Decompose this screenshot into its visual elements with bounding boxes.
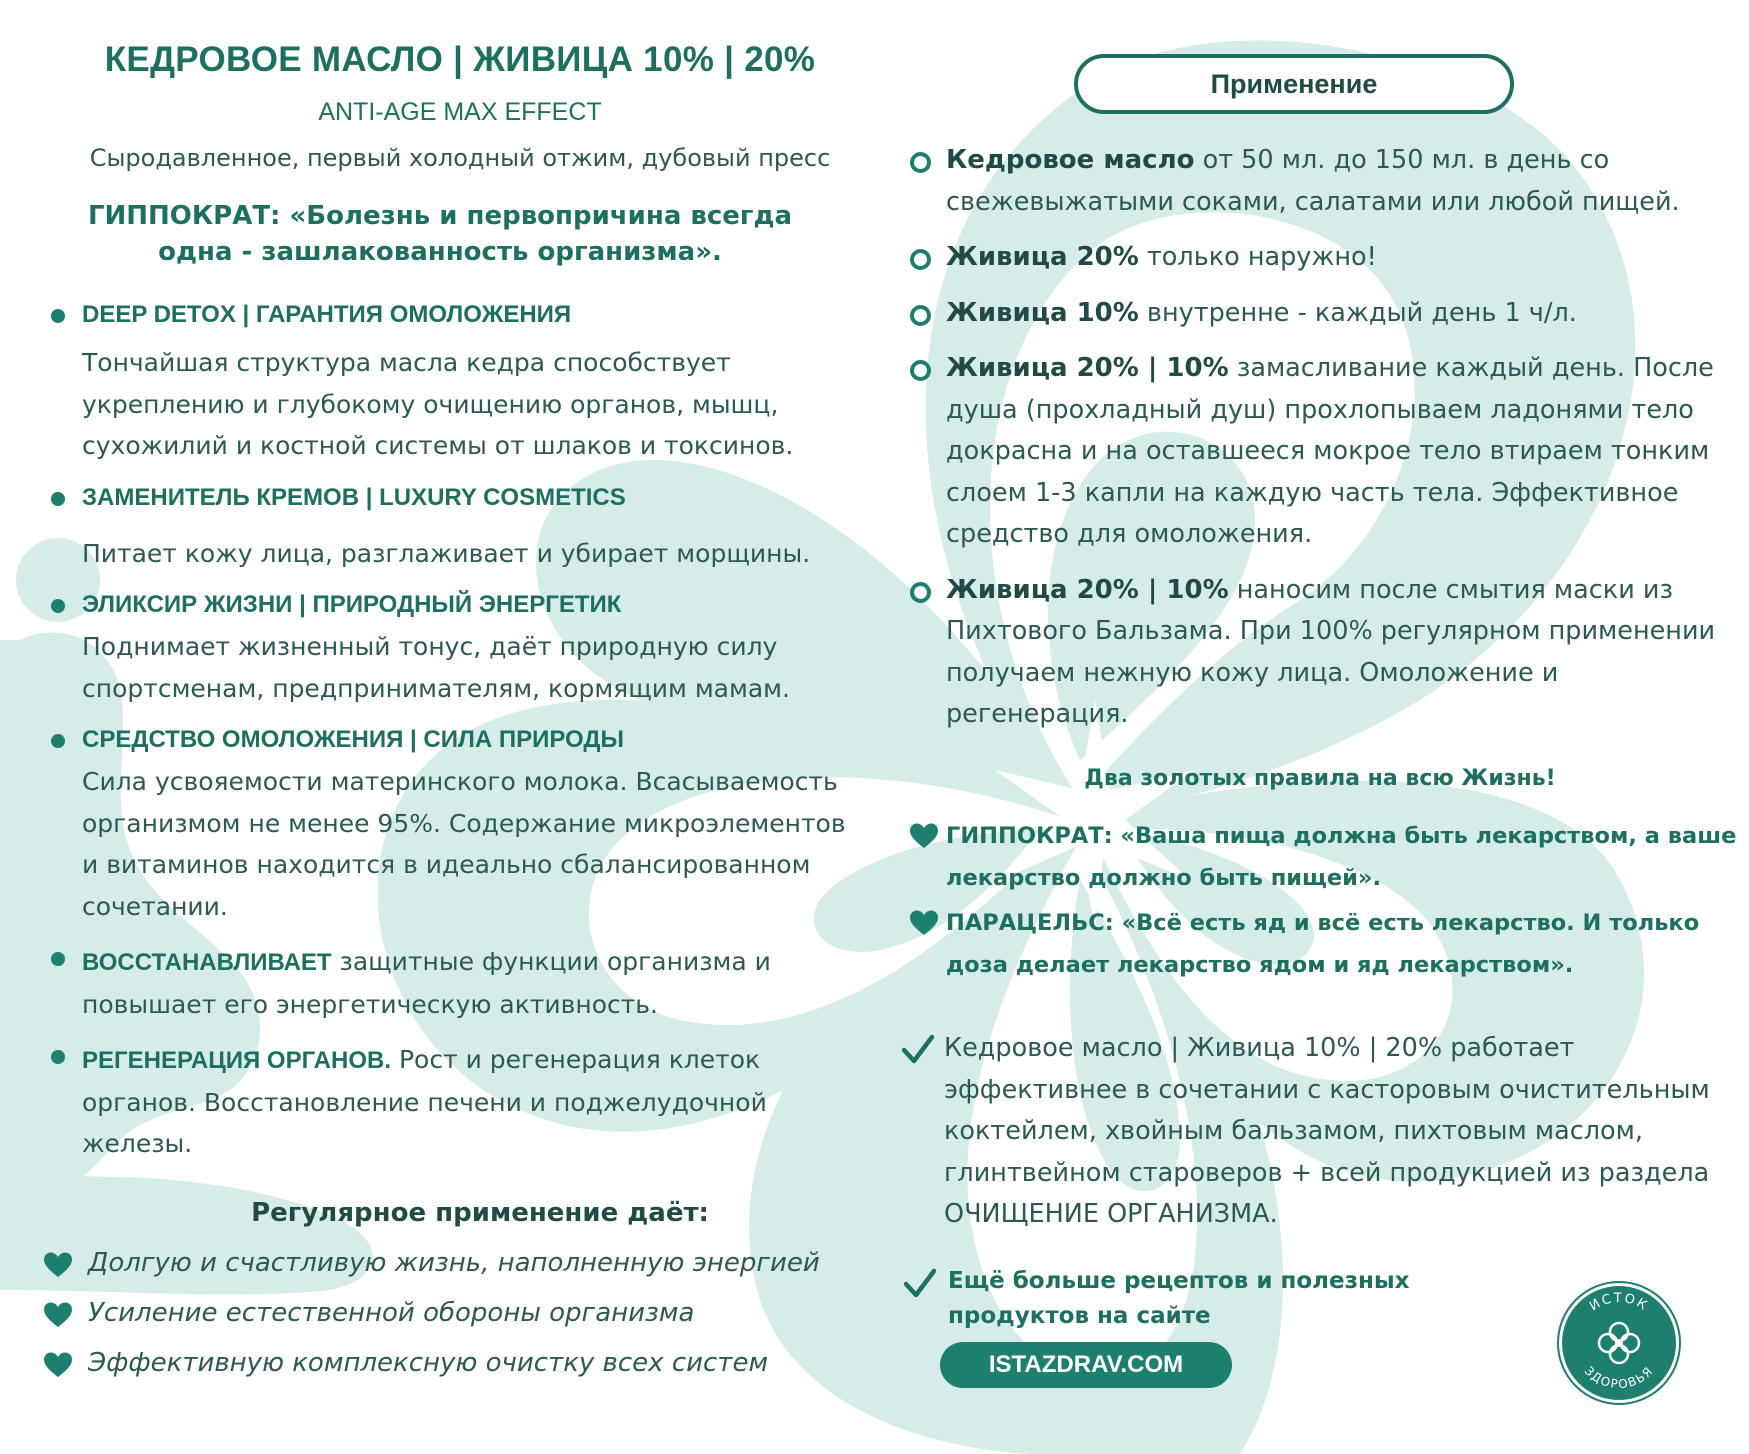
hippocrates-quote xyxy=(60,198,820,270)
application-item-text: только наружно! xyxy=(1138,242,1377,272)
ring-icon xyxy=(910,152,931,173)
benefit-item xyxy=(44,1348,948,1378)
feature-item xyxy=(46,723,846,927)
application-item xyxy=(910,140,1730,223)
ring-icon xyxy=(910,305,931,326)
application-list xyxy=(910,140,1730,750)
application-item-text: от 50 мл. до 150 мл. в день со свежевыжатыми соками, салатами или любой пищей. xyxy=(946,145,1680,217)
feature-text: Рост и регенерация клеток органов. Восстановление печени и поджелудочной железы. xyxy=(82,1045,767,1158)
application-item xyxy=(910,348,1730,556)
benefit-text: Усиление естественной обороны организма xyxy=(88,1298,695,1328)
feature-item xyxy=(46,298,846,467)
dot-icon xyxy=(51,309,65,323)
checkmark-icon xyxy=(904,1268,936,1298)
feature-title: ЗАМЕНИТЕЛЬ КРЕМОВ | LUXURY COSMETICS xyxy=(82,483,626,511)
feature-item xyxy=(46,481,846,575)
benefits-title: Регулярное применение даёт: xyxy=(251,1198,709,1228)
product-subtitle: ANTI-AGE MAX EFFECT xyxy=(318,98,602,126)
golden-rule-item xyxy=(910,815,1749,899)
dot-icon xyxy=(51,492,65,506)
application-item xyxy=(910,237,1730,279)
dot-icon xyxy=(51,599,65,613)
combination-note-text: Кедровое масло | Живица 10% | 20% работает эффективнее в сочетании с касторовым очистительным коктейлем, хвойным бальзамом, пихтовым маслом, глинтвейном староверов + всей продукцией из раздела ОЧИЩЕНИЕ ОРГАНИЗМА. xyxy=(944,1033,1710,1229)
logo-text-bottom: ЗДОРОВЬЯ xyxy=(1581,1363,1657,1392)
website-link-button[interactable]: ISTAZDRAV.COM xyxy=(940,1342,1232,1388)
product-title: КЕДРОВОЕ МАСЛО | ЖИВИЦА 10% | 20% xyxy=(104,40,816,79)
logo-text-top: ИСТОК xyxy=(1587,1290,1651,1315)
benefit-text: Долгую и счастливую жизнь, наполненную энергией xyxy=(88,1248,820,1278)
heart-icon xyxy=(910,910,938,936)
application-item-text: наносим после смытия маски из Пихтового Бальзама. При 100% регулярном применении получаем нежную кожу лица. Омоложение и регенерация. xyxy=(946,574,1716,729)
combination-note xyxy=(902,1028,1749,1236)
promo-text: Ещё больше рецептов и полезных продуктов на сайте xyxy=(948,1268,1410,1329)
golden-rule-item xyxy=(910,902,1749,986)
feature-text: Питает кожу лица, разглаживает и убирает морщины. xyxy=(82,538,811,568)
product-tagline: Сыродавленное, первый холодный отжим, дубовый пресс xyxy=(89,144,831,172)
feature-text: Поднимает жизненный тонус, даёт природную силу спортсменам, предпринимателям, кормящим мамам. xyxy=(82,632,790,703)
dot-icon xyxy=(51,952,65,966)
golden-rules-title: Два золотых правила на всю Жизнь! xyxy=(1084,766,1556,791)
features-list xyxy=(46,298,846,1179)
application-item-bold: Живица 20% | 10% xyxy=(946,353,1229,383)
heart-icon xyxy=(44,1302,72,1328)
feature-title: ВОССТАНАВЛИВАЕТ xyxy=(82,949,332,976)
application-title-pill: Применение xyxy=(1074,54,1514,114)
feature-text: Сила усвояемости материнского молока. Всасываемость организмом не менее 95%. Содержание микроэлементов и витаминов находится в идеально сбалансированном сочетании. xyxy=(82,767,846,921)
benefit-text: Эффективную комплексную очистку всех систем xyxy=(88,1348,769,1378)
heart-icon xyxy=(44,1352,72,1378)
feature-item xyxy=(46,1039,846,1165)
golden-rule-text: ПАРАЦЕЛЬС: «Всё есть яд и всё есть лекарство. И только доза делает лекарство ядом и яд лекарством». xyxy=(946,910,1700,978)
application-item-bold: Живица 20% | 10% xyxy=(946,574,1229,605)
dot-icon xyxy=(51,1050,65,1064)
benefit-item xyxy=(44,1248,948,1278)
dot-icon xyxy=(51,734,65,748)
quote-line-2: одна - зашлакованность организма». xyxy=(158,237,722,267)
application-item-bold: Живица 20% xyxy=(946,242,1139,272)
benefit-item xyxy=(44,1298,948,1328)
golden-rule-text: ГИППОКРАТ: «Ваша пища должна быть лекарством, а ваше лекарство должно быть пищей». xyxy=(946,823,1737,891)
application-item xyxy=(910,570,1730,736)
application-item-bold: Кедровое масло xyxy=(946,145,1195,175)
ring-icon xyxy=(910,249,931,270)
checkmark-icon xyxy=(902,1034,934,1064)
promo-block xyxy=(902,1264,1468,1334)
feature-title: СРЕДСТВО ОМОЛОЖЕНИЯ | СИЛА ПРИРОДЫ xyxy=(82,726,624,753)
application-item-text: внутренне - каждый день 1 ч/л. xyxy=(1138,297,1577,328)
heart-icon xyxy=(910,823,938,849)
heart-icon xyxy=(44,1252,72,1278)
feature-title: DEEP DETOX | ГАРАНТИЯ ОМОЛОЖЕНИЯ xyxy=(82,301,572,328)
feature-text: Тончайшая структура масла кедра способствует укреплению и глубокому очищению органов, мышц, сухожилий и костной системы от шлаков и токсинов. xyxy=(82,348,794,460)
feature-text: защитные функции организма и повышает его энергетическую активность. xyxy=(82,947,771,1019)
feature-item xyxy=(46,941,846,1025)
application-item xyxy=(910,293,1730,335)
ring-icon xyxy=(910,582,931,603)
application-item-text: замасливание каждый день. После душа (прохладный душ) прохлопываем ладонями тело докрасна и на оставшееся мокрое тело втираем тонким слоем 1-3 капли на каждую часть тела. Эффективное средство для омоложения. xyxy=(946,353,1714,549)
istok-zdorovya-logo xyxy=(1556,1280,1682,1406)
application-item-bold: Живица 10% xyxy=(946,297,1139,328)
feature-title: ЭЛИКСИР ЖИЗНИ | ПРИРОДНЫЙ ЭНЕРГЕТИК xyxy=(82,591,622,618)
ring-icon xyxy=(910,360,931,381)
feature-title: РЕГЕНЕРАЦИЯ ОРГАНОВ. xyxy=(82,1047,391,1074)
quote-line-1: ГИППОКРАТ: «Болезнь и первопричина всегда xyxy=(87,201,793,231)
feature-item xyxy=(46,588,846,709)
